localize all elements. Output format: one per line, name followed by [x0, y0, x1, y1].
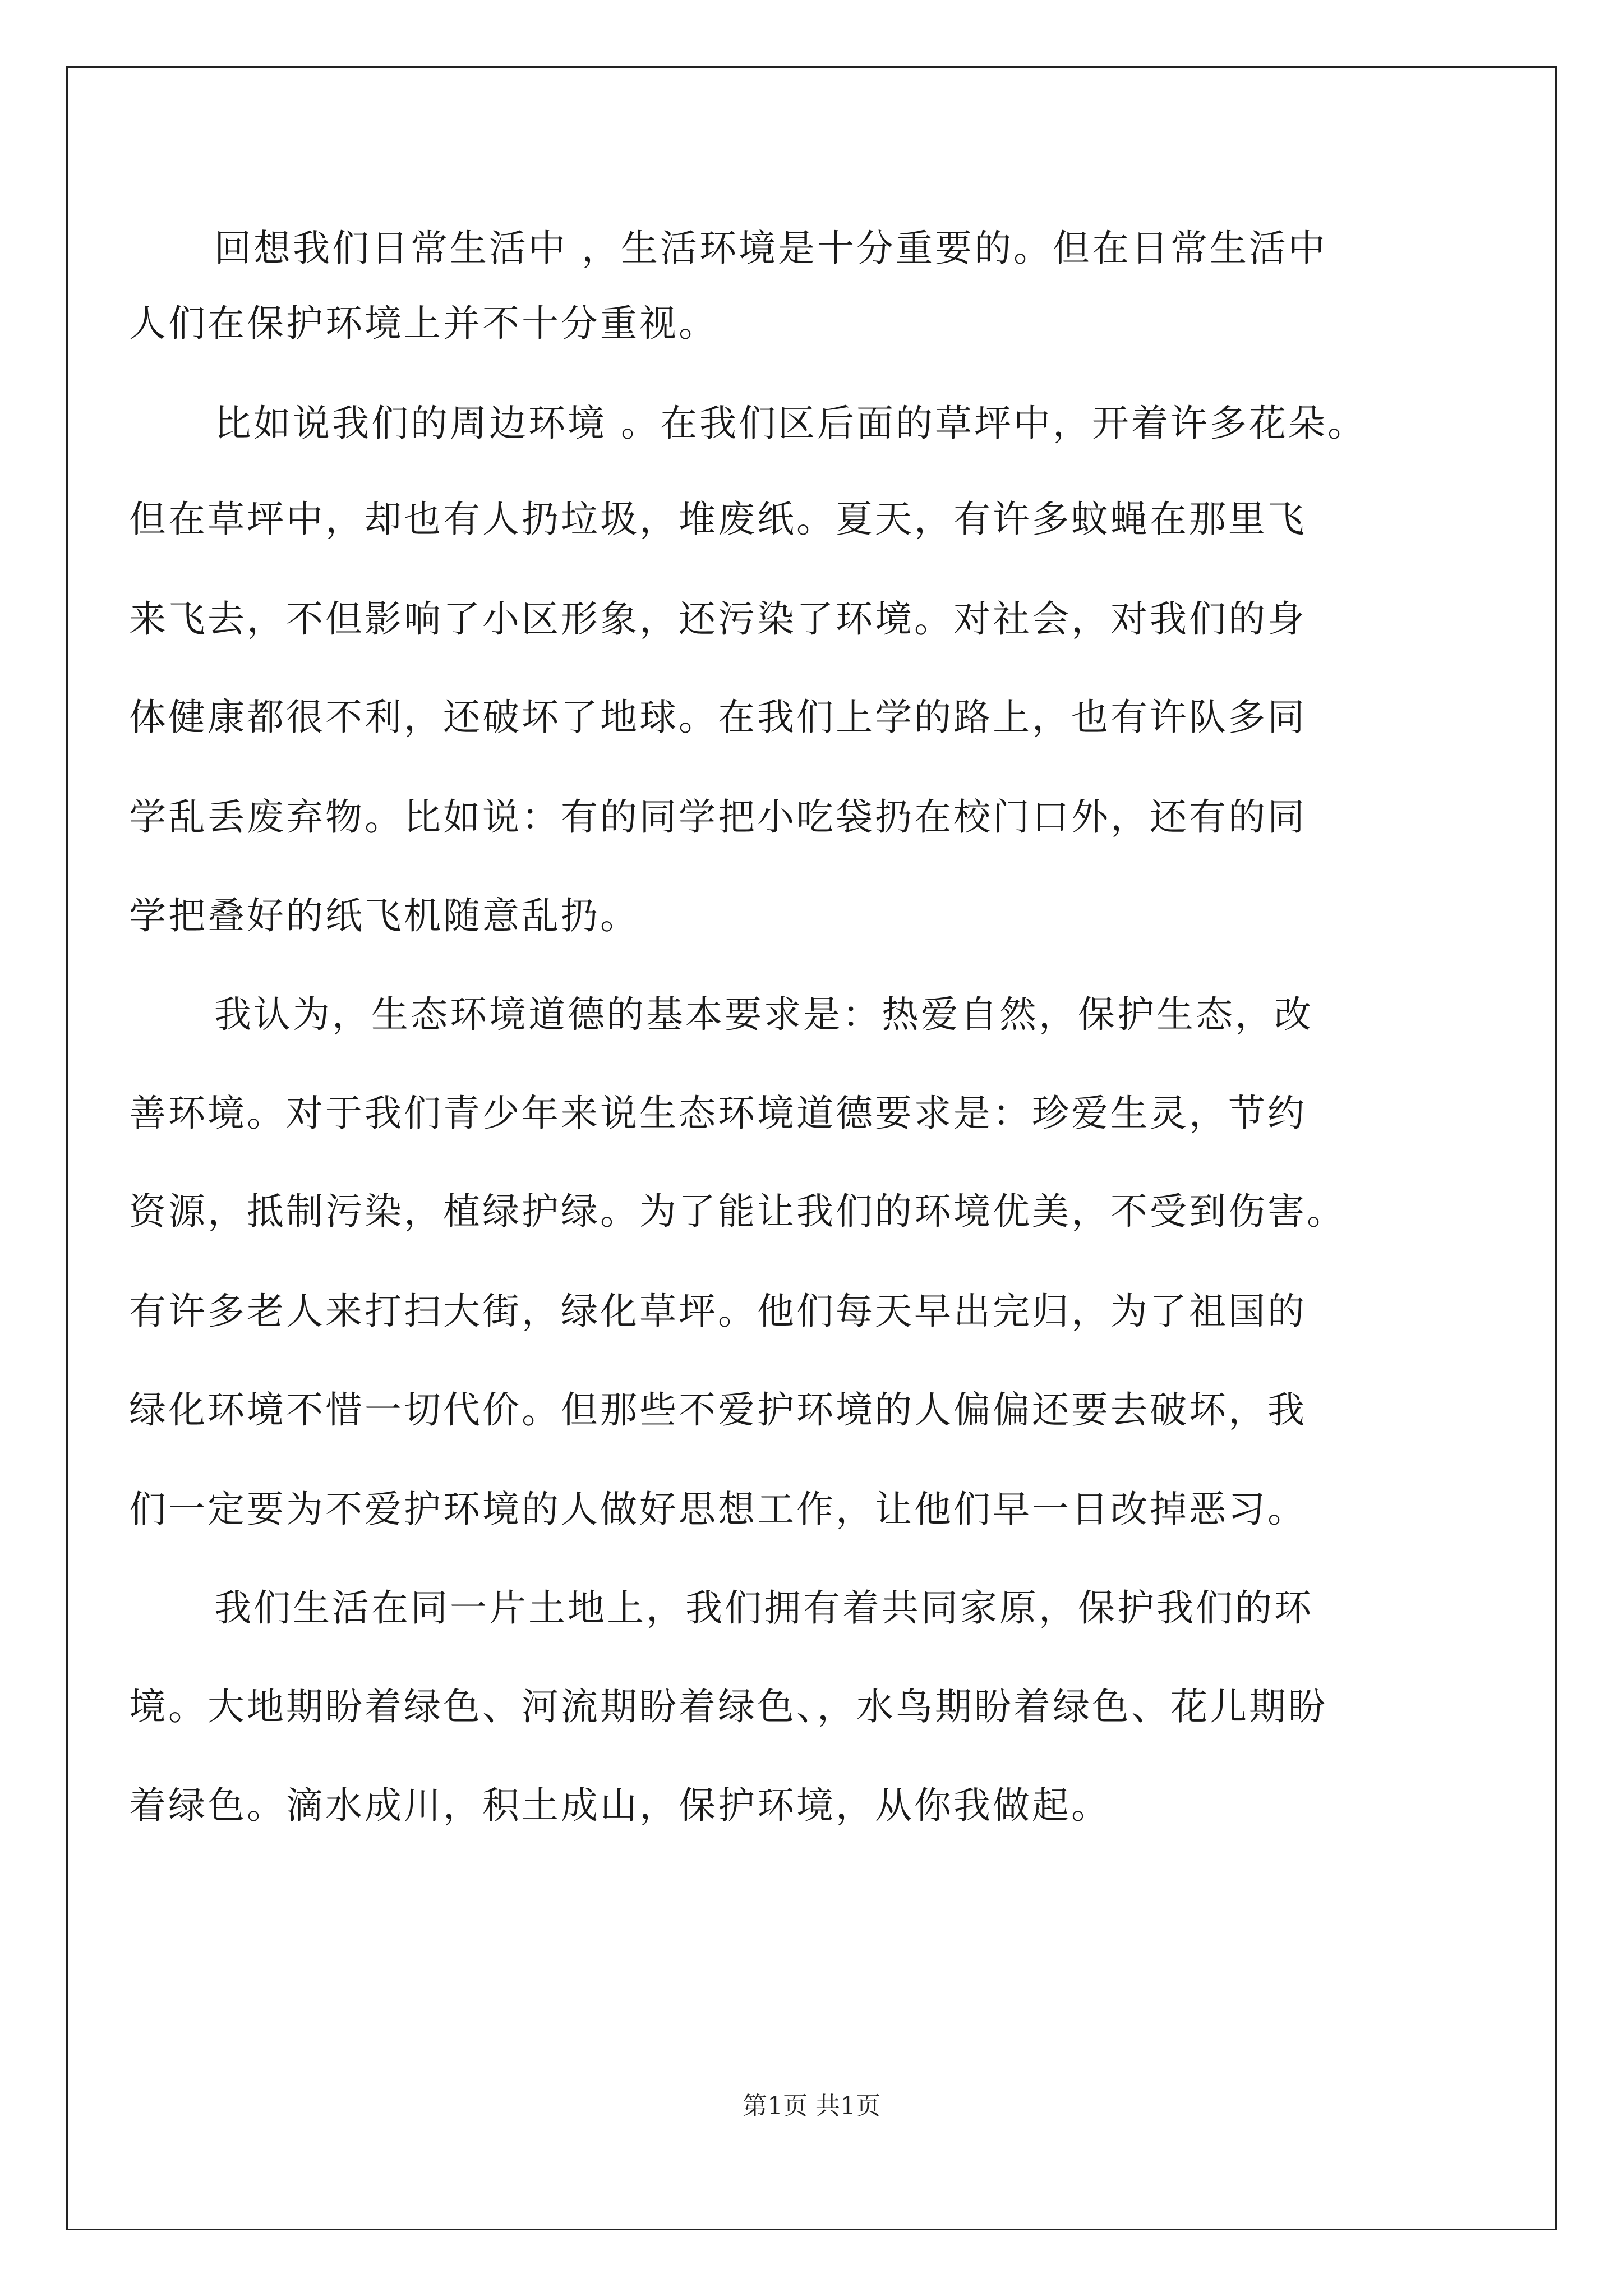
- paragraph-3-line-1: 我认为，生态环境道德的基本要求是：热爱自然，保护生态，改: [214, 993, 1313, 1036]
- paragraph-4-line-1: 我们生活在同一片土地上，我们拥有着共同家原，保护我们的环: [214, 1586, 1313, 1630]
- page-border: [66, 66, 1557, 2230]
- paragraph-4-line-3: 着绿色。滴水成川，积土成山，保护环境，从你我做起。: [129, 1784, 1110, 1827]
- paragraph-3-line-3: 资源，抵制污染，植绿护绿。为了能让我们的环境优美，不受到伤害。: [129, 1190, 1346, 1233]
- paragraph-3-line-4: 有许多老人来打扫大街，绿化草坪。他们每天早出完归，为了祖国的: [129, 1290, 1307, 1333]
- paragraph-4-line-2: 境。大地期盼着绿色、河流期盼着绿色、，水鸟期盼着绿色、花儿期盼: [129, 1685, 1327, 1728]
- paragraph-2-line-5: 学乱丢废弃物。比如说：有的同学把小吃袋扔在校门口外，还有的同: [129, 795, 1307, 839]
- paragraph-2-line-4: 体健康都很不利，还破坏了地球。在我们上学的路上，也有许队多同: [129, 696, 1307, 739]
- paragraph-3-line-5: 绿化环境不惜一切代价。但那些不爱护环境的人偏偏还要去破坏，我: [129, 1388, 1307, 1432]
- paragraph-2-line-2: 但在草坪中，却也有人扔垃圾，堆废纸。夏天，有许多蚊蝇在那里飞: [129, 498, 1307, 541]
- paragraph-2-line-6: 学把叠好的纸飞机随意乱扔。: [129, 894, 639, 937]
- page-number-footer: 第1页 共1页: [743, 2092, 880, 2120]
- paragraph-2-line-3: 来飞去，不但影响了小区形象，还污染了环境。对社会，对我们的身: [129, 597, 1307, 641]
- paragraph-1-line-1: 回想我们日常生活中 ，生活环境是十分重要的。但在日常生活中: [214, 227, 1327, 270]
- paragraph-1-line-2: 人们在保护环境上并不十分重视。: [129, 302, 718, 345]
- paragraph-2-line-1: 比如说我们的周边环境 。在我们区后面的草坪中，开着许多花朵。: [214, 402, 1367, 445]
- paragraph-3-line-2: 善环境。对于我们青少年来说生态环境道德要求是：珍爱生灵，节约: [129, 1092, 1307, 1135]
- paragraph-3-line-6: 们一定要为不爱护环境的人做好思想工作，让他们早一日改掉恶习。: [129, 1488, 1307, 1531]
